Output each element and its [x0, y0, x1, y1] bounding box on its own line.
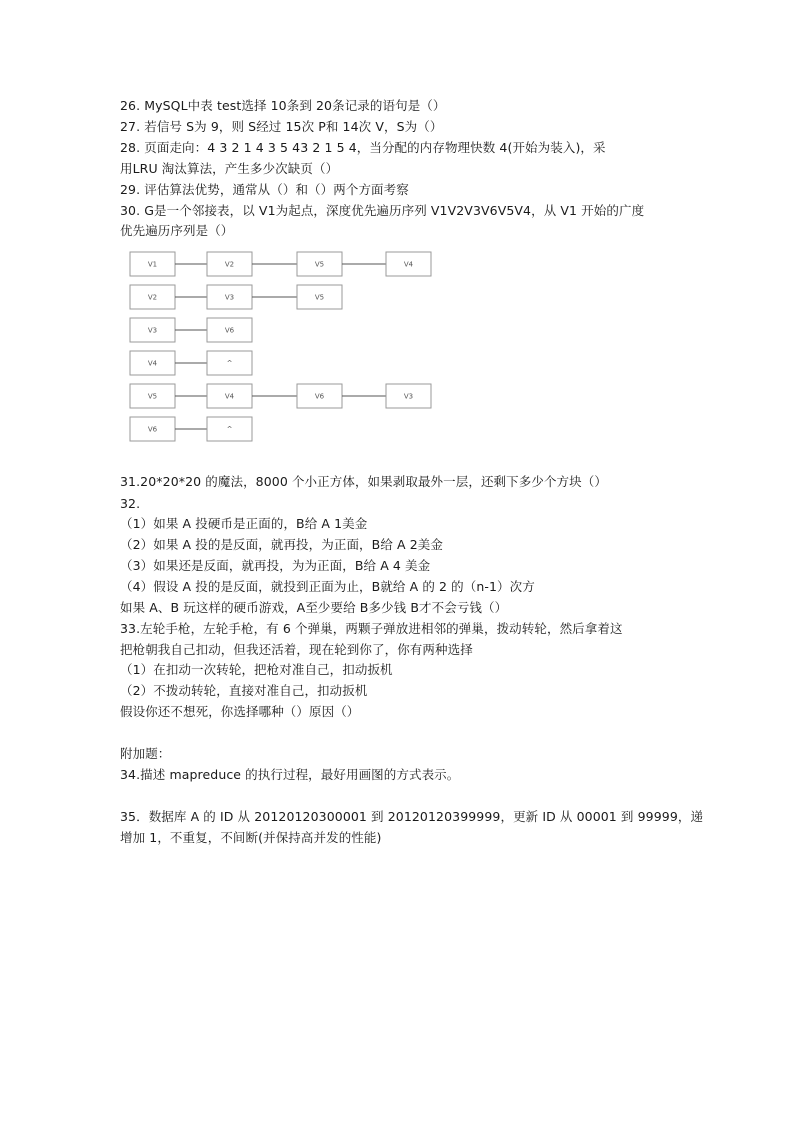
question-32-case-1: （1）如果 A 投硬币是正面的，B给 A 1美金	[120, 516, 368, 531]
adjacency-node	[207, 384, 252, 408]
question-33-line-1: 33.左轮手枪，左轮手枪，有 6 个弹巢，两颗子弹放进相邻的弹巢，拨动转轮，然后拿着这	[120, 621, 623, 636]
node-label: V3	[147, 326, 158, 335]
question-28-line-2: 用LRU 淘汰算法，产生多少次缺页（）	[120, 161, 339, 176]
question-35-line-2: 增加 1，不重复，不间断(并保持高并发的性能)	[120, 830, 382, 845]
question-34: 34.描述 mapreduce 的执行过程，最好用画图的方式表示。	[120, 767, 460, 782]
node-label: V4	[224, 392, 235, 401]
question-33-option-2: （2）不拨动转轮，直接对准自己，扣动扳机	[120, 683, 368, 698]
node-label: V5	[147, 392, 158, 401]
vertex-head-node	[130, 417, 175, 441]
question-29: 29. 评估算法优势，通常从（）和（）两个方面考察	[120, 182, 409, 197]
adjacency-node	[207, 351, 252, 375]
question-33-option-1: （1）在扣动一次转轮，把枪对准自己，扣动扳机	[120, 662, 393, 677]
adjacency-node	[207, 417, 252, 441]
adjacency-node	[297, 285, 342, 309]
adjacency-node	[207, 252, 252, 276]
node-label: V3	[224, 293, 235, 302]
question-32-case-3: （3）如果还是反面，就再投，为为正面，B给 A 4 美金	[120, 558, 431, 573]
vertex-head-node	[130, 318, 175, 342]
question-30-line-1: 30. G是一个邻接表，以 V1为起点，深度优先遍历序列 V1V2V3V6V5V4，从 V1 开始的广度	[120, 203, 645, 218]
node-label: V6	[147, 425, 158, 434]
vertex-head-node	[130, 384, 175, 408]
vertex-head-node	[130, 252, 175, 276]
question-26: 26. MySQL中表 test选择 10条到 20条记录的语句是（）	[120, 98, 446, 113]
node-label: V6	[314, 392, 325, 401]
question-28-line-1: 28. 页面走向：4 3 2 1 4 3 5 43 2 1 5 4，当分配的内存物理快数 4(开始为装入)，采	[120, 140, 606, 155]
node-label: V3	[403, 392, 414, 401]
node-label: V2	[224, 260, 235, 269]
node-label: V6	[224, 326, 235, 335]
question-35-line-1: 35．数据库 A 的 ID 从 20120120300001 到 20120120399999，更新 ID 从 00001 到 99999，递	[120, 809, 704, 824]
node-label: V5	[314, 260, 325, 269]
question-33-ask: 假设你还不想死，你选择哪种（）原因（）	[120, 704, 360, 719]
node-label: V2	[147, 293, 158, 302]
question-32-ask: 如果 A、B 玩这样的硬币游戏，A至少要给 B多少钱 B才不会亏钱（）	[120, 600, 508, 615]
question-27: 27. 若信号 S为 9，则 S经过 15次 P和 14次 V，S为（）	[120, 119, 443, 134]
question-31: 31.20*20*20 的魔法，8000 个小正方体，如果剥取最外一层，还剩下多少个方块（）	[120, 474, 607, 489]
question-32-heading: 32.	[120, 496, 141, 511]
vertex-head-node	[130, 285, 175, 309]
question-32-case-2: （2）如果 A 投的是反面，就再投，为正面，B给 A 2美金	[120, 537, 443, 552]
bonus-heading: 附加题：	[120, 746, 171, 761]
question-30-line-2: 优先遍历序列是（）	[120, 223, 234, 238]
adjacency-node	[207, 318, 252, 342]
node-label: V4	[403, 260, 414, 269]
adjacency-node	[297, 384, 342, 408]
adjacency-node	[297, 252, 342, 276]
vertex-head-node	[130, 351, 175, 375]
node-label: V1	[147, 260, 158, 269]
adjacency-node	[207, 285, 252, 309]
node-label: ^	[226, 359, 233, 368]
question-33-line-2: 把枪朝我自己扣动，但我还活着，现在轮到你了，你有两种选择	[120, 642, 473, 657]
adjacency-node	[386, 252, 431, 276]
adjacency-node	[386, 384, 431, 408]
node-label: V5	[314, 293, 325, 302]
node-label: ^	[226, 425, 233, 434]
adjacency-list-diagram	[120, 244, 450, 454]
node-label: V4	[147, 359, 158, 368]
question-32-case-4: （4）假设 A 投的是反面，就投到正面为止，B就给 A 的 2 的（n-1）次方	[120, 579, 535, 594]
